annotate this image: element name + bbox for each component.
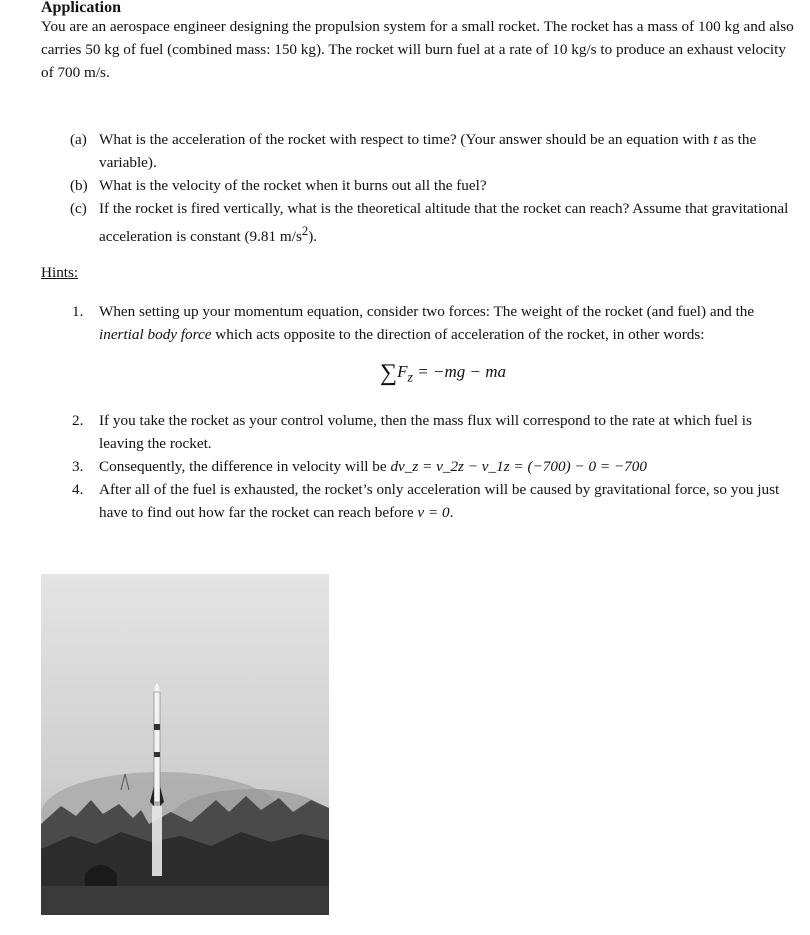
hint-number: 1. <box>72 303 84 320</box>
hint-text-end: which acts opposite to the direction of acceleration of the rocket, in other words: <box>211 326 705 343</box>
force-equation <box>99 360 787 389</box>
exponent: 2 <box>301 224 309 238</box>
question-b <box>70 174 790 197</box>
question-text-end: as the variable). <box>99 131 757 171</box>
hint-number: 4. <box>72 481 84 499</box>
equation-rhs: = −mg − ma <box>413 362 506 381</box>
question-a <box>70 128 790 174</box>
rocket-launch-photo <box>41 574 329 915</box>
force-subscript: z <box>407 369 414 386</box>
question-label: (c) <box>70 200 87 217</box>
hint-1 <box>72 300 787 389</box>
hint-2 <box>72 409 787 455</box>
problem-statement: You are an aerospace engineer designing the propulsion system for a small rocket. The rocket has a mass of 100 kg and also carries 50 kg of fuel (combined mass: 150 kg). The rocket will burn fuel at a rate of 10 kg/s to produce an exhaust velocity of 700 m/s. <box>41 18 794 81</box>
section-heading: Application <box>41 0 122 16</box>
hint-number: 3. <box>72 458 84 476</box>
exhaust-plume <box>152 806 162 876</box>
hint-emphasis: inertial body force <box>99 326 212 343</box>
question-list <box>70 128 790 248</box>
ground <box>41 886 329 915</box>
hint-text-end: . <box>449 504 454 522</box>
velocity-equation: dv_z = v_2z − v_1z = (−700) − 0 = −700 <box>390 458 647 476</box>
hint-text: After all of the fuel is exhausted, the rocket’s only acceleration will be caused by gravitational force, so you just have to find out how far the rocket can reach before <box>99 481 780 522</box>
rocket-launch-image <box>41 574 329 915</box>
velocity-condition: v = 0 <box>417 504 450 522</box>
question-label: (b) <box>70 177 88 194</box>
hint-text: Consequently, the difference in velocity will be <box>99 458 391 476</box>
variable-t: t <box>713 131 718 148</box>
question-text-end: ). <box>308 228 318 246</box>
question-text: What is the acceleration of the rocket with respect to time? (Your answer should be an equation with <box>99 131 714 148</box>
hint-text: If you take the rocket as your control volume, then the mass flux will correspond to the rate at which fuel is leaving the rocket. <box>99 412 752 453</box>
question-text: If the rocket is fired vertically, what is the theoretical altitude that the rocket can reach? Assume that gravitational acceleration is constant (9.81 m/s <box>99 200 789 246</box>
hint-4 <box>72 478 787 524</box>
question-label: (a) <box>70 131 87 148</box>
hints-list <box>72 300 787 524</box>
force-symbol: F <box>397 362 408 381</box>
hints-title: Hints: <box>41 264 79 281</box>
question-text: What is the velocity of the rocket when it burns out all the fuel? <box>99 177 487 194</box>
question-c <box>70 197 790 248</box>
hint-number: 2. <box>72 412 84 430</box>
hint-3 <box>72 455 787 478</box>
sum-symbol: ∑ <box>380 360 398 386</box>
hint-text: When setting up your momentum equation, consider two forces: The weight of the rocket (and fuel) and the <box>99 303 755 320</box>
